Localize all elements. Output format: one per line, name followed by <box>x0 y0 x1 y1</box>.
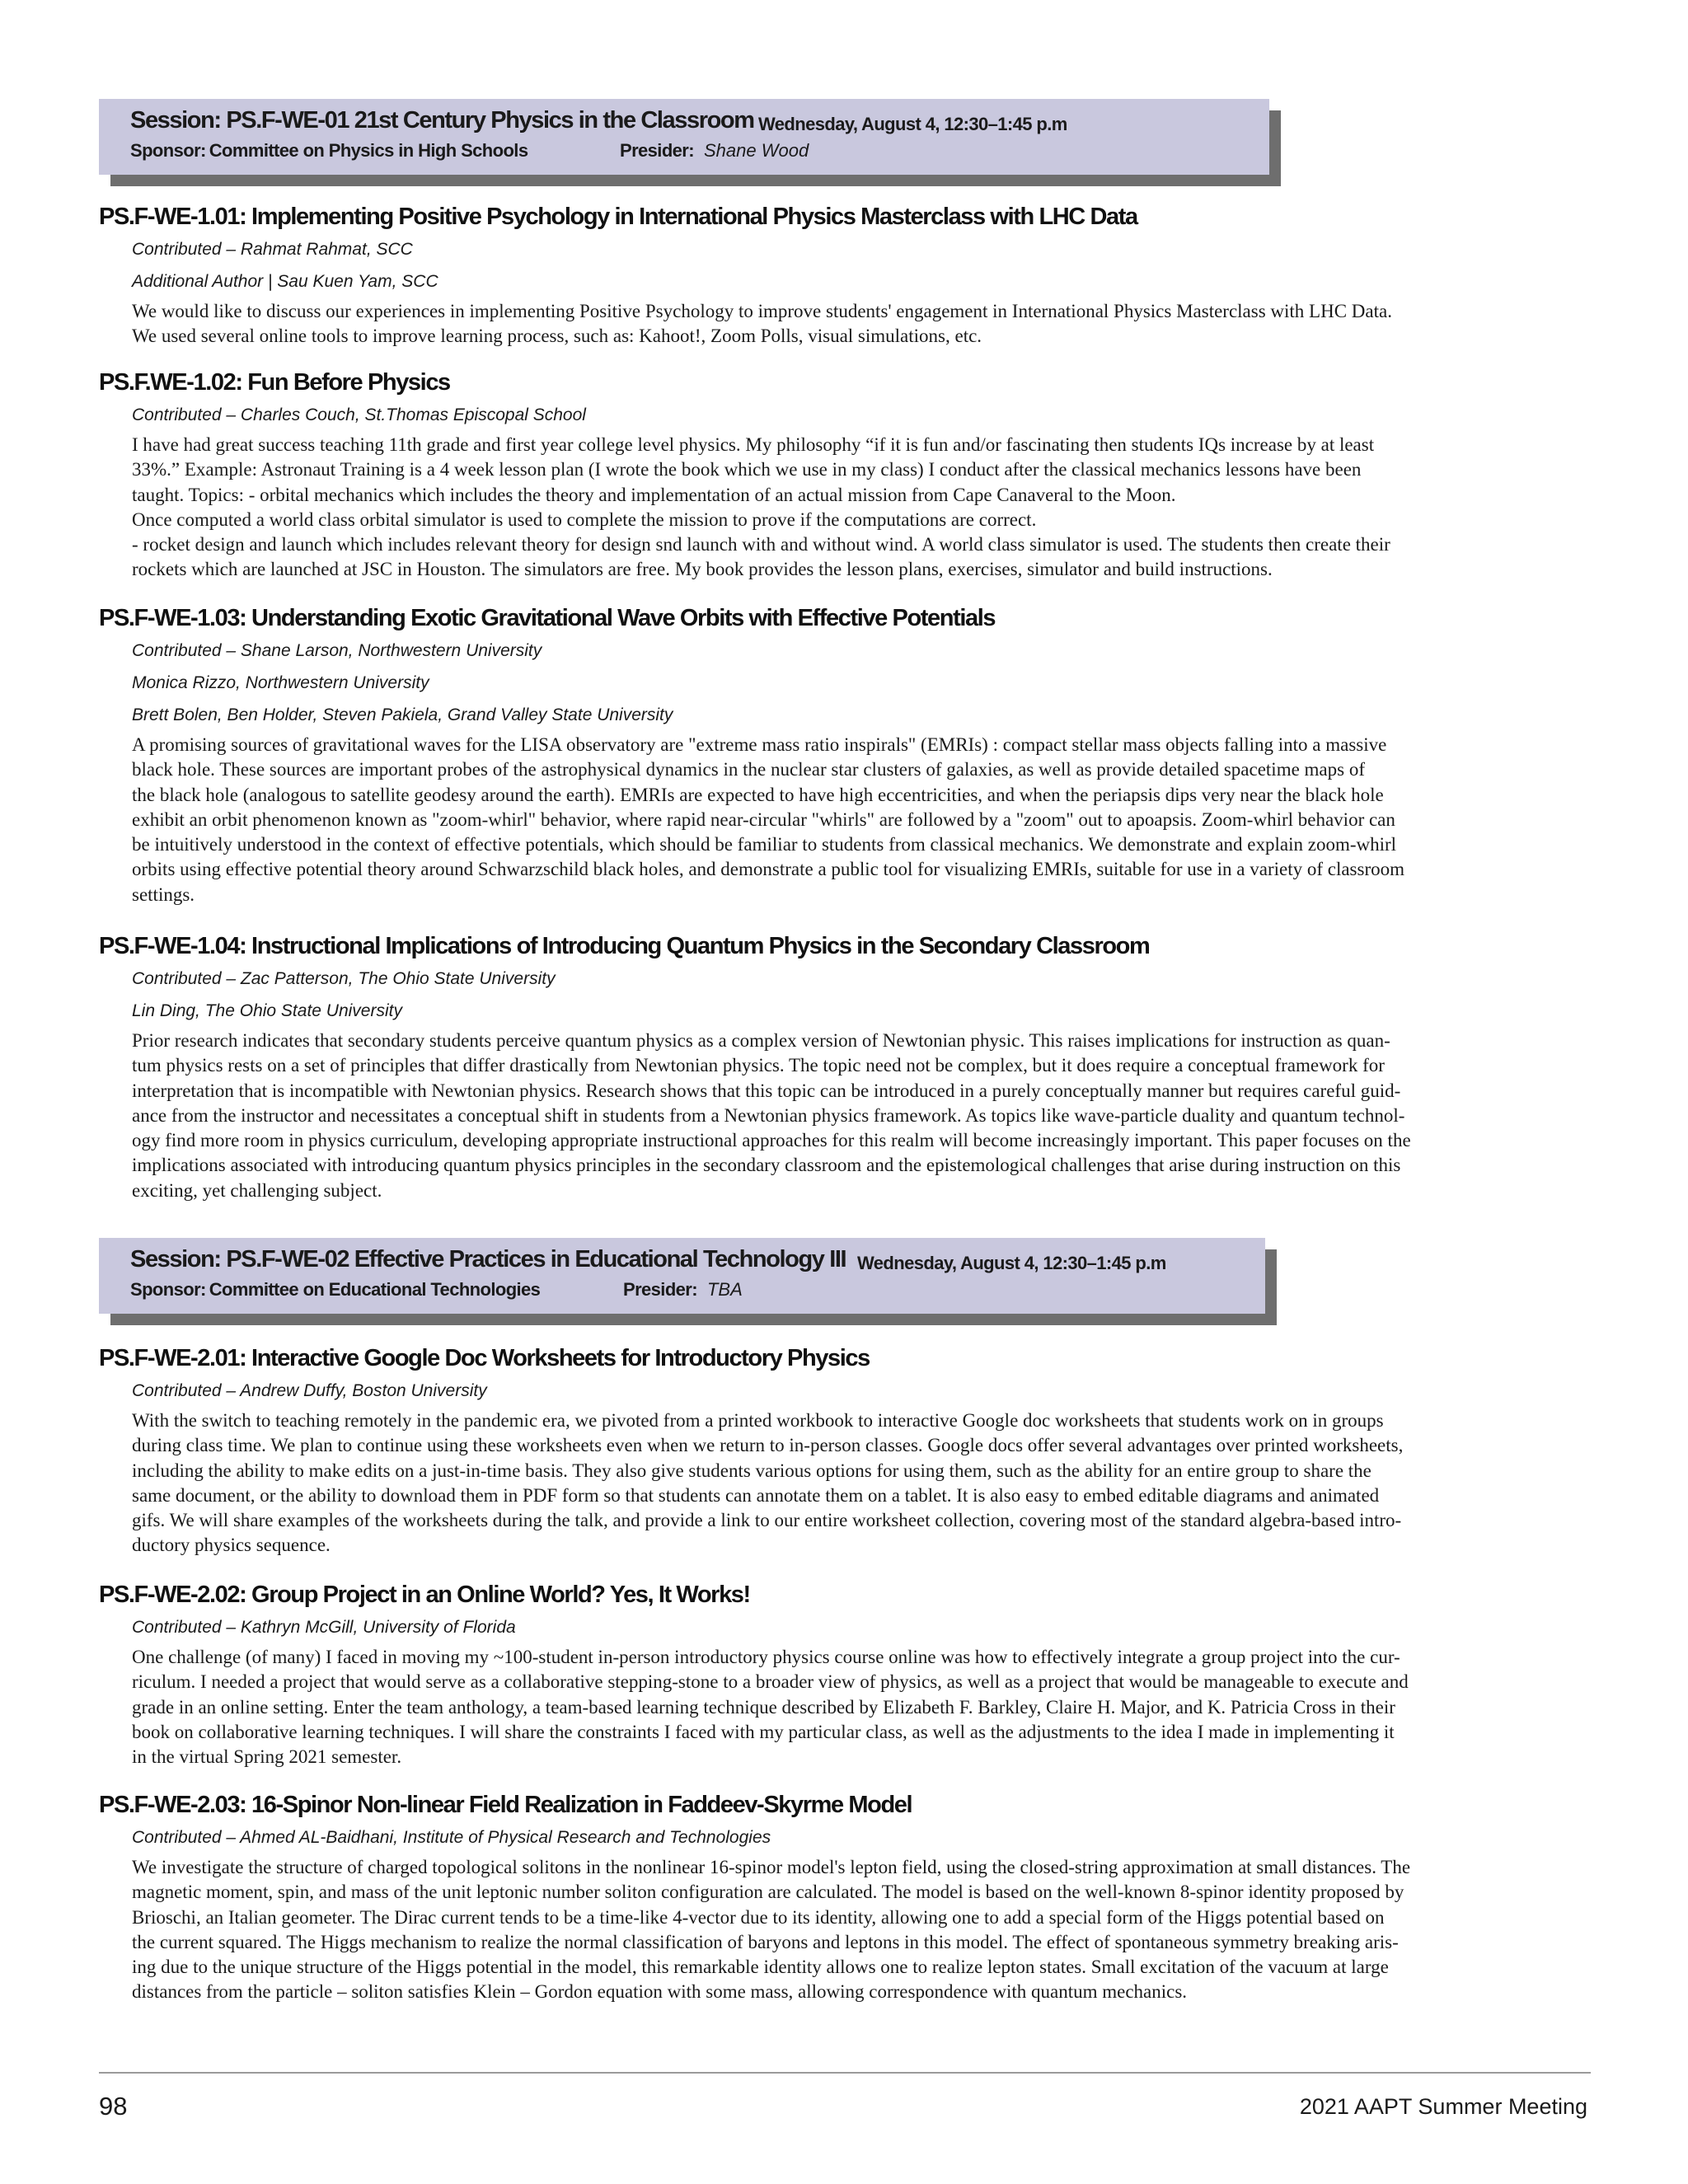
abstract-1-02 <box>99 368 1582 583</box>
abstract-line: - rocket design and launch which includes relevant theory for design snd launch with and without wind. A world class simulator is used. The students then create their <box>132 534 1390 555</box>
abstract-author: Monica Rizzo, Northwestern University <box>132 673 429 692</box>
abstract-author: Contributed – Rahmat Rahmat, SCC <box>132 240 413 259</box>
abstract-title: PS.F-WE-1.04: Instructional Implications of Introducing Quantum Physics in the Secondary Classroom <box>99 933 1150 959</box>
abstract-body <box>132 1645 1582 1769</box>
session-title: Session: PS.F-WE-02 Effective Practices in Educational Technology III <box>130 1246 846 1272</box>
abstract-body <box>132 299 1582 349</box>
abstract-line: With the switch to teaching remotely in the pandemic era, we pivoted from a printed workbook to interactive Google doc worksheets that students work on in groups <box>132 1410 1384 1431</box>
abstract-line: be intuitively understood in the context of effective potentials, which should be familiar to students from classical mechanics. We demonstrate and explain zoom-whirl <box>132 834 1397 855</box>
session-date: Wednesday, August 4, 12:30–1:45 p.m <box>758 114 1067 134</box>
abstract-author: Contributed – Andrew Duffy, Boston University <box>132 1381 487 1400</box>
abstract-line: orbits using effective potential theory around Schwarzschild black holes, and demonstrate a public tool for visualizing EMRIs, suitable for use in a variety of classroom <box>132 859 1405 880</box>
abstract-line: ance from the instructor and necessitates a conceptual shift in students from a Newtonian physics framework. As topics like wave-particle duality and quantum technol- <box>132 1104 1405 1126</box>
abstract-line: black hole. These sources are important probes of the astrophysical dynamics in the nuclear star clusters of galaxies, as well as provide detailed spacetime maps of <box>132 759 1365 780</box>
abstract-author: Contributed – Charles Couch, St.Thomas Episcopal School <box>132 405 586 424</box>
abstract-2-03 <box>99 1791 1582 2005</box>
abstract-line: same document, or the ability to download them in PDF form so that students can annotate them on a tablet. It is also easy to embed editable diagrams and animated <box>132 1484 1380 1506</box>
abstract-line: distances from the particle – soliton satisfies Klein – Gordon equation with some mass, allowing correspondence with quantum mechanics. <box>132 1981 1188 2003</box>
session-header-box <box>99 1238 1265 1314</box>
session-date: Wednesday, August 4, 12:30–1:45 p.m <box>857 1253 1166 1273</box>
abstract-line: Brioschi, an Italian geometer. The Dirac current tends to be a time-like 4-vector due to its identity, allowing one to add a special form of the Higgs potential based on <box>132 1906 1385 1928</box>
presider-label: Presider: <box>623 1279 697 1300</box>
abstract-author: Contributed – Ahmed AL-Baidhani, Institute of Physical Research and Technologies <box>132 1828 771 1847</box>
abstract-2-02 <box>99 1581 1582 1769</box>
abstract-title: PS.F.WE-1.02: Fun Before Physics <box>99 369 450 396</box>
abstract-line: 33%.” Example: Astronaut Training is a 4 week lesson plan (I wrote the book which we use in my class) I conduct after the classical mechanics lessons have been <box>132 459 1362 480</box>
abstract-title: PS.F-WE-2.03: 16-Spinor Non-linear Field Realization in Faddeev-Skyrme Model <box>99 1792 912 1818</box>
sponsor-label: Sponsor: <box>130 1279 206 1300</box>
abstract-line: magnetic moment, spin, and mass of the unit leptonic number soliton configuration are calculated. The model is based on the well-known 8-spinor identity proposed by <box>132 1882 1404 1903</box>
abstract-author: Contributed – Zac Patterson, The Ohio State University <box>132 969 556 988</box>
abstract-2-01 <box>99 1344 1582 1558</box>
abstract-line: Prior research indicates that secondary students perceive quantum physics as a complex version of Newtonian physic. This raises implications for instruction as quan- <box>132 1030 1390 1051</box>
abstract-line: implications associated with introducing quantum physics principles in the secondary classroom and the epistemological challenges that arise during instruction on this <box>132 1155 1401 1176</box>
session-title: Session: PS.F-WE-01 21st Century Physics in the Classroom <box>130 107 754 134</box>
sponsor-name: Committee on Physics in High Schools <box>209 140 528 161</box>
abstract-line: A promising sources of gravitational waves for the LISA observatory are "extreme mass ratio inspirals" (EMRIs) : compact stellar mass objects falling into a massive <box>132 734 1387 755</box>
page-number: 98 <box>99 2092 128 2121</box>
abstract-line: We investigate the structure of charged topological solitons in the nonlinear 16-spinor model's lepton field, using the closed-string approximation at small distances. The <box>132 1857 1411 1877</box>
abstract-line: Once computed a world class orbital simulator is used to complete the mission to prove if the computations are correct. <box>132 509 1037 530</box>
abstract-line: interpretation that is incompatible with Newtonian physics. Research shows that this topic can be introduced in a purely conceptually manner but requires careful guid- <box>132 1080 1401 1101</box>
abstract-line: grade in an online setting. Enter the team anthology, a team-based learning technique described by Elizabeth F. Barkley, Claire H. Major, and K. Patricia Cross in their <box>132 1696 1395 1718</box>
abstract-line: exhibit an orbit phenomenon known as "zoom-whirl" behavior, where rapid near-circular "whirls" are followed by a "zoom" out to apoapsis. Zoom-whirl behavior can <box>132 808 1395 830</box>
abstract-line: ductory physics sequence. <box>132 1535 331 1556</box>
publication-name: 2021 AAPT Summer Meeting <box>1299 2094 1587 2119</box>
abstract-author: Additional Author | Sau Kuen Yam, SCC <box>132 272 438 291</box>
abstract-line: We would like to discuss our experiences in implementing Positive Psychology to improve students' engagement in International Physics Masterclass with LHC Data. <box>132 301 1392 321</box>
abstract-line: tum physics rests on a set of principles that differ drastically from Newtonian physics. The topic need not be complex, but it does require a conceptual framework for <box>132 1055 1385 1076</box>
abstract-title: PS.F-WE-1.01: Implementing Positive Psychology in International Physics Masterclass with LHC Data <box>99 204 1137 230</box>
sponsor-name: Committee on Educational Technologies <box>209 1279 541 1300</box>
abstract-line: the current squared. The Higgs mechanism to realize the normal classification of baryons and leptons in this model. The effect of spontaneous symmetry breaking aris- <box>132 1931 1399 1952</box>
abstract-line: We used several online tools to improve learning process, such as: Kahoot!, Zoom Polls, visual simulations, etc. <box>132 326 982 347</box>
abstract-line: rockets which are launched at JSC in Houston. The simulators are free. My book provides the lesson plans, exercises, simulator and build instructions. <box>132 559 1273 580</box>
sponsor-label: Sponsor: <box>130 140 206 161</box>
abstract-line: ing due to the unique structure of the Higgs potential in the model, this remarkable identity allows one to realize lepton states. Small excitation of the vacuum at large <box>132 1957 1389 1978</box>
abstract-line: settings. <box>132 883 195 905</box>
session-header-1 <box>99 99 1269 175</box>
abstract-1-01 <box>99 203 1582 349</box>
abstract-line: including the ability to make edits on a just-in-time basis. They also give students various options for using them, such as the ability for an entire group to share the <box>132 1460 1372 1481</box>
abstract-line: riculum. I needed a project that would serve as a collaborative stepping-stone to a broader view of physics, as well as a project that would be manageable to execute and <box>132 1671 1409 1693</box>
abstract-author: Brett Bolen, Ben Holder, Steven Pakiela, Grand Valley State University <box>132 705 673 724</box>
presider-label: Presider: <box>620 140 694 161</box>
abstract-line: book on collaborative learning techniques. I will share the constraints I faced with my particular class, as well as the adjustments to the idea I made in implementing it <box>132 1721 1395 1742</box>
abstract-body <box>132 433 1582 583</box>
abstract-line: I have had great success teaching 11th grade and first year college level physics. My philosophy “if it is fun and/or fascinating then students IQs increase by at least <box>132 434 1375 455</box>
abstract-1-04 <box>99 932 1582 1203</box>
abstract-1-03 <box>99 604 1582 907</box>
abstract-line: during class time. We plan to continue using these worksheets even when we return to in-person classes. Google docs offer several advantages over printed worksheets, <box>132 1435 1404 1456</box>
abstract-line: exciting, yet challenging subject. <box>132 1179 382 1201</box>
abstract-author: Contributed – Kathryn McGill, University of Florida <box>132 1618 516 1637</box>
abstract-line: gifs. We will share examples of the worksheets during the talk, and provide a link to our entire worksheet collection, covering most of the standard algebra-based intro- <box>132 1510 1402 1531</box>
presider-name: TBA <box>706 1279 743 1300</box>
abstract-author: Contributed – Shane Larson, Northwestern University <box>132 641 542 660</box>
abstract-line: taught. Topics: - orbital mechanics which includes the theory and implementation of an actual mission from Cape Canaveral to the Moon. <box>132 484 1176 505</box>
abstract-title: PS.F-WE-1.03: Understanding Exotic Gravitational Wave Orbits with Effective Potentials <box>99 605 996 631</box>
abstract-title: PS.F-WE-2.02: Group Project in an Online World? Yes, It Works! <box>99 1582 750 1608</box>
presider-name: Shane Wood <box>703 140 809 161</box>
abstract-line: the black hole (analogous to satellite geodesy around the earth). EMRIs are expected to have high eccentricities, and when the periapsis dips very near the black hole <box>132 784 1384 805</box>
abstract-body <box>132 733 1582 907</box>
footer-divider <box>99 2072 1591 2074</box>
abstract-line: ogy find more room in physics curriculum, developing appropriate instructional approaches for this realm will become increasingly important. This paper focuses on the <box>132 1130 1411 1151</box>
abstract-title: PS.F-WE-2.01: Interactive Google Doc Worksheets for Introductory Physics <box>99 1345 870 1371</box>
session-header-2 <box>99 1238 1265 1314</box>
abstract-body <box>132 1029 1582 1203</box>
abstract-line: One challenge (of many) I faced in moving my ~100-student in-person introductory physics course online was how to effectively integrate a group project into the cur- <box>132 1647 1400 1667</box>
abstract-line: in the virtual Spring 2021 semester. <box>132 1746 402 1768</box>
abstract-body <box>132 1855 1582 2005</box>
abstract-author: Lin Ding, The Ohio State University <box>132 1001 402 1020</box>
session-header-box <box>99 99 1269 175</box>
abstract-body <box>132 1408 1582 1558</box>
